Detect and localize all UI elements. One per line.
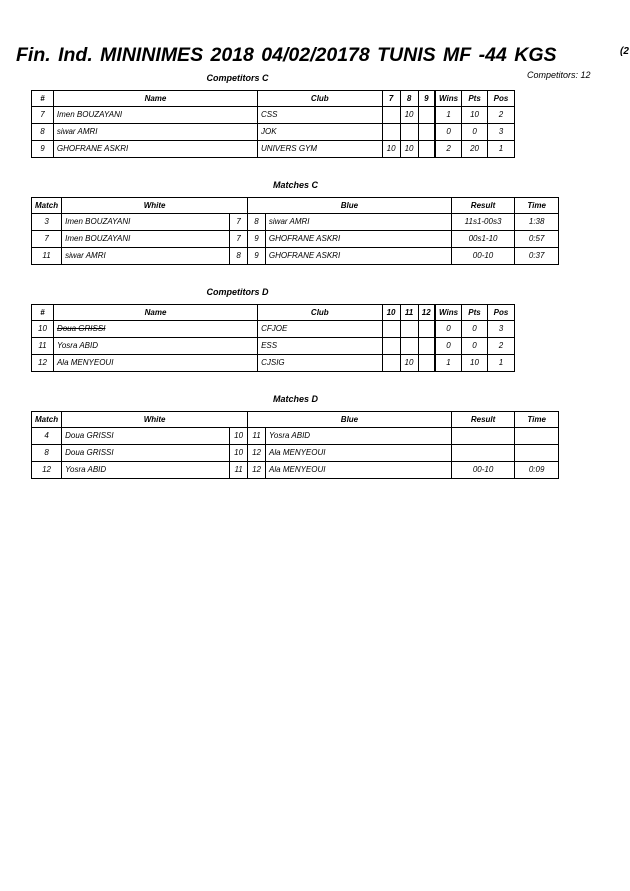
cell-name: Ala MENYEOUI (53, 355, 257, 372)
cell-white: Yosra ABID (62, 462, 230, 479)
table-row (32, 248, 559, 265)
cell-time (515, 428, 559, 445)
cell-white-num: 10 (230, 428, 248, 445)
col-result: Result (451, 412, 514, 428)
cell-num: 12 (32, 355, 54, 372)
cell-pos: 1 (487, 355, 514, 372)
cell-blue-num: 12 (248, 462, 266, 479)
cell-pos: 2 (487, 338, 514, 355)
cell-name: Yosra ABID (53, 338, 257, 355)
cell-white-num: 7 (230, 214, 248, 231)
cell-match: 4 (32, 428, 62, 445)
cell-score-2 (400, 321, 418, 338)
cell-time: 0:57 (515, 231, 559, 248)
table-row (32, 107, 515, 124)
cell-blue-num: 8 (248, 214, 266, 231)
cell-score-3 (418, 141, 435, 158)
col-match: Match (32, 198, 62, 214)
cell-name: GHOFRANE ASKRI (53, 141, 257, 158)
col-white: White (62, 412, 248, 428)
competitors-d-title: Competitors D (206, 287, 269, 297)
cell-name: siwar AMRI (53, 124, 257, 141)
cell-score-1 (382, 107, 400, 124)
cell-result (451, 445, 514, 462)
table-row (32, 231, 559, 248)
cell-num: 9 (32, 141, 54, 158)
cell-pts: 20 (462, 141, 488, 158)
cell-white-num: 7 (230, 231, 248, 248)
cell-wins: 2 (435, 141, 462, 158)
cell-num: 11 (32, 338, 54, 355)
cell-wins: 0 (435, 338, 462, 355)
col-white: White (62, 198, 248, 214)
col-score-3: 12 (418, 305, 435, 321)
cell-score-3 (418, 355, 435, 372)
cell-score-3 (418, 338, 435, 355)
page-title: Fin. Ind. MININIMES 2018 04/02/20178 TUNIS MF -44 KGS (16, 44, 557, 66)
col-name: Name (53, 91, 257, 107)
competitors-d-table (31, 304, 515, 372)
col-wins: Wins (435, 91, 462, 107)
col-club: Club (258, 305, 382, 321)
col-score-3: 9 (418, 91, 435, 107)
table-row (32, 214, 559, 231)
cell-score-1 (382, 321, 400, 338)
cell-num: 7 (32, 107, 54, 124)
cell-time: 1:38 (515, 214, 559, 231)
cell-white: Imen BOUZAYANI (62, 231, 230, 248)
cell-club: CJSIG (258, 355, 382, 372)
matches-d-table (31, 411, 559, 479)
cell-pos: 3 (487, 321, 514, 338)
table-row (32, 338, 515, 355)
cell-score-1: 10 (382, 141, 400, 158)
cell-score-2: 10 (400, 141, 418, 158)
cell-name: Doua GRISSI (53, 321, 257, 338)
cell-pts: 0 (462, 338, 488, 355)
col-club: Club (258, 91, 383, 107)
cell-blue: Ala MENYEOUI (266, 462, 452, 479)
cell-pos: 2 (488, 107, 515, 124)
cell-club: CFJOE (258, 321, 382, 338)
table-row (32, 445, 559, 462)
cell-club: ESS (258, 338, 382, 355)
cell-score-1 (382, 338, 400, 355)
cell-result: 00-10 (451, 248, 515, 265)
col-pts: Pts (462, 91, 488, 107)
title-superscript: (2 (620, 46, 629, 57)
table-header-row (32, 91, 515, 107)
col-time: Time (515, 198, 559, 214)
cell-blue-num: 12 (248, 445, 266, 462)
cell-white: Doua GRISSI (62, 445, 230, 462)
col-pos: Pos (488, 91, 515, 107)
cell-num: 8 (32, 124, 54, 141)
cell-white: Imen BOUZAYANI (62, 214, 230, 231)
cell-score-2 (400, 338, 418, 355)
table-row (32, 321, 515, 338)
cell-blue-num: 9 (248, 248, 266, 265)
col-num: # (32, 91, 54, 107)
cell-wins: 1 (435, 355, 462, 372)
cell-blue: Yosra ABID (266, 428, 452, 445)
col-score-2: 8 (400, 91, 418, 107)
col-name: Name (53, 305, 257, 321)
cell-match: 11 (32, 248, 62, 265)
cell-white-num: 8 (230, 248, 248, 265)
cell-white-num: 10 (230, 445, 248, 462)
cell-white: siwar AMRI (62, 248, 230, 265)
cell-pts: 0 (462, 321, 488, 338)
cell-result: 11s1-00s3 (451, 214, 515, 231)
cell-blue: GHOFRANE ASKRI (265, 248, 451, 265)
cell-pos: 1 (488, 141, 515, 158)
competitors-c-table (31, 90, 515, 158)
table-header-row (32, 305, 515, 321)
cell-name: Imen BOUZAYANI (53, 107, 257, 124)
cell-pts: 10 (462, 355, 488, 372)
matches-c-title: Matches C (272, 180, 318, 190)
col-score-1: 7 (382, 91, 400, 107)
matches-d-title: Matches D (272, 394, 318, 404)
col-wins: Wins (435, 305, 462, 321)
cell-result: 00-10 (451, 462, 514, 479)
cell-wins: 1 (435, 107, 462, 124)
cell-score-2 (400, 124, 418, 141)
cell-club: JOK (258, 124, 383, 141)
cell-match: 7 (32, 231, 62, 248)
cell-blue: siwar AMRI (265, 214, 451, 231)
cell-time: 0:09 (515, 462, 559, 479)
cell-pts: 0 (462, 124, 488, 141)
cell-match: 12 (32, 462, 62, 479)
cell-blue-num: 9 (248, 231, 266, 248)
cell-white: Doua GRISSI (62, 428, 230, 445)
table-header-row (32, 198, 559, 214)
cell-blue-num: 11 (248, 428, 266, 445)
table-header-row (32, 412, 559, 428)
cell-time (515, 445, 559, 462)
col-match: Match (32, 412, 62, 428)
cell-white-num: 11 (230, 462, 248, 479)
cell-time: 0:37 (515, 248, 559, 265)
competitors-c-title: Competitors C (206, 73, 269, 83)
matches-c-table (31, 197, 559, 265)
cell-score-3 (418, 124, 435, 141)
cell-score-3 (418, 107, 435, 124)
col-pts: Pts (462, 305, 488, 321)
cell-pts: 10 (462, 107, 488, 124)
col-score-2: 11 (400, 305, 418, 321)
cell-wins: 0 (435, 124, 462, 141)
cell-score-3 (418, 321, 435, 338)
cell-pos: 3 (488, 124, 515, 141)
table-row (32, 355, 515, 372)
col-blue: Blue (248, 412, 452, 428)
col-num: # (32, 305, 54, 321)
cell-match: 3 (32, 214, 62, 231)
cell-score-1 (382, 124, 400, 141)
cell-match: 8 (32, 445, 62, 462)
col-time: Time (515, 412, 559, 428)
cell-wins: 0 (435, 321, 462, 338)
col-score-1: 10 (382, 305, 400, 321)
cell-blue: GHOFRANE ASKRI (265, 231, 451, 248)
cell-blue: Ala MENYEOUI (266, 445, 452, 462)
cell-score-1 (382, 355, 400, 372)
cell-club: CSS (258, 107, 383, 124)
cell-score-2: 10 (400, 355, 418, 372)
cell-result: 00s1-10 (451, 231, 515, 248)
col-pos: Pos (487, 305, 514, 321)
cell-score-2: 10 (400, 107, 418, 124)
table-row (32, 141, 515, 158)
cell-result (451, 428, 514, 445)
col-blue: Blue (248, 198, 452, 214)
table-row (32, 124, 515, 141)
table-row (32, 462, 559, 479)
cell-num: 10 (32, 321, 54, 338)
competitors-count: Competitors: 12 (527, 70, 591, 80)
cell-club: UNIVERS GYM (258, 141, 383, 158)
table-row (32, 428, 559, 445)
col-result: Result (451, 198, 515, 214)
